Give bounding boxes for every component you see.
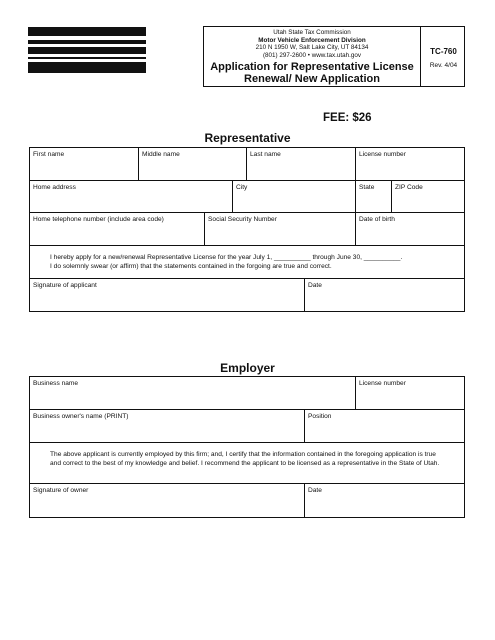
form-number: TC-760 <box>430 47 457 56</box>
zip-code-label: ZIP Code <box>395 184 423 191</box>
owner-date-field[interactable] <box>305 484 464 517</box>
owner-date-label: Date <box>308 487 322 494</box>
form-revision: Rev. 4/04 <box>429 62 458 69</box>
owner-name-label: Business owner's name (PRINT) <box>33 413 129 420</box>
agency-contact: (801) 297-2600 • www.tax.utah.gov <box>262 51 362 59</box>
home-phone-label: Home telephone number (include area code) <box>33 216 164 223</box>
ssn-field[interactable] <box>205 213 356 245</box>
home-address-field[interactable] <box>30 181 233 212</box>
emp-license-number-label: License number <box>359 380 406 387</box>
city-label: City <box>236 184 248 191</box>
rep-statement <box>50 253 446 271</box>
last-name-label: Last name <box>250 151 281 158</box>
rep-row-address <box>30 181 464 213</box>
fee-label: FEE: $26 <box>323 112 372 124</box>
representative-table <box>29 147 465 312</box>
applicant-signature-field[interactable] <box>30 279 305 311</box>
emp-statement-row <box>30 443 464 484</box>
agency-name: Utah State Tax Commission <box>273 29 351 36</box>
form-title-line2: Renewal/ New Application <box>244 73 380 85</box>
state-field[interactable] <box>356 181 392 212</box>
home-address-label: Home address <box>33 184 76 191</box>
applicant-date-field[interactable] <box>305 279 464 311</box>
rep-row-signature <box>30 279 464 311</box>
first-name-field[interactable] <box>30 148 139 180</box>
date-of-birth-field[interactable] <box>356 213 464 245</box>
emp-license-number-field[interactable] <box>356 377 464 409</box>
rep-license-number-field[interactable] <box>356 148 464 180</box>
agency-division: Motor Vehicle Enforcement Division <box>258 36 366 44</box>
position-label: Position <box>308 413 332 420</box>
owner-signature-field[interactable] <box>30 484 305 517</box>
rep-statement-line1: I hereby apply for a new/renewal Representative License for the year July 1, __________ through June 30, __________. <box>50 254 403 261</box>
city-field[interactable] <box>233 181 356 212</box>
form-number-box <box>420 27 465 86</box>
barcode-icon <box>28 27 146 73</box>
emp-row-business <box>30 377 464 410</box>
date-of-birth-label: Date of birth <box>359 216 395 223</box>
employer-table <box>29 376 465 518</box>
ssn-label: Social Security Number <box>208 216 277 223</box>
state-label: State <box>359 184 375 191</box>
applicant-signature-label: Signature of applicant <box>33 282 97 289</box>
rep-statement-line2: I do solemnly swear (or affirm) that the statements contained in the forgoing are true and correct. <box>50 263 332 270</box>
agency-address: 210 N 1950 W, Salt Lake City, UT 84134 <box>255 44 369 52</box>
owner-name-field[interactable] <box>30 410 305 442</box>
form-header <box>203 26 465 87</box>
representative-heading: Representative <box>204 131 291 145</box>
position-field[interactable] <box>305 410 464 442</box>
form-title-line1: Application for Representative License <box>210 61 414 73</box>
rep-row-contact <box>30 213 464 246</box>
employer-heading: Employer <box>220 361 275 375</box>
applicant-date-label: Date <box>308 282 322 289</box>
emp-row-owner <box>30 410 464 443</box>
rep-statement-row <box>30 246 464 279</box>
middle-name-label: Middle name <box>142 151 180 158</box>
business-name-label: Business name <box>33 380 79 387</box>
zip-code-field[interactable] <box>392 181 464 212</box>
business-name-field[interactable] <box>30 377 356 409</box>
owner-signature-label: Signature of owner <box>33 487 89 494</box>
rep-row-name <box>30 148 464 181</box>
home-phone-field[interactable] <box>30 213 205 245</box>
middle-name-field[interactable] <box>139 148 247 180</box>
form-title <box>204 61 420 85</box>
employer-statement: The above applicant is currently employed by this firm; and, I certify that the information contained in the foregoing application is true and correct to the best of my knowledge and belief. I recommend the applicant to be licensed as a representative in the State of Utah. <box>50 451 440 467</box>
first-name-label: First name <box>33 151 65 158</box>
agency-info <box>204 29 420 59</box>
rep-license-number-label: License number <box>359 151 406 158</box>
emp-row-signature <box>30 484 464 517</box>
last-name-field[interactable] <box>247 148 356 180</box>
